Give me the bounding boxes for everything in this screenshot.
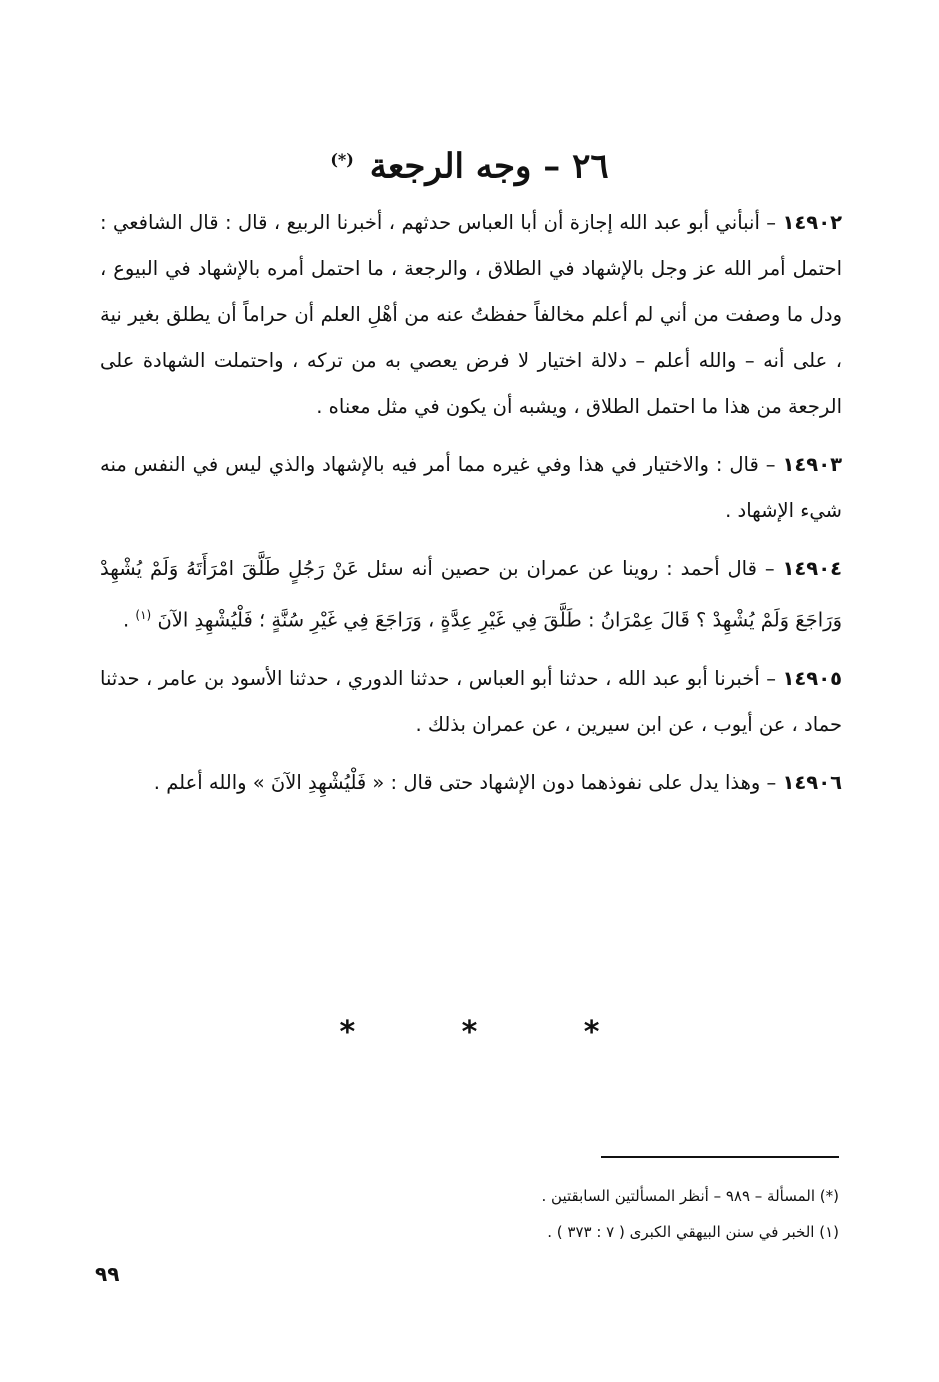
paragraph-text: – قال : والاختيار في هذا وفي غيره مما أمر فيه بالإشهاد والذي ليس في النفس منه شيء الإشهاد . <box>100 453 842 522</box>
section-separator: * * * <box>339 1015 648 1050</box>
page-number: ٩٩ <box>95 1262 120 1286</box>
paragraph-149-5 <box>100 656 842 748</box>
chapter-heading <box>100 130 839 196</box>
paragraph-tail: . <box>123 608 136 632</box>
paragraph-text: – أنبأني أبو عبد الله إجازة أن أبا العباس حدثهم ، أخبرنا الربيع ، قال : قال الشافعي : احتمل أمر الله عز وجل بالإشهاد في الطلاق ، والرجعة ، ما احتمل أمره بالإشهاد في البيوع ، ودل ما وصفت من أني لم أعلم مخالفاً حفظتُ عنه من أهْلِ العلم أن حراماً أن يطلق بغير نية ، على أنه – والله أعلم – دلالة اختيار لا فرض يعصي به من تركه ، واحتملت الشهادة على الرجعة من هذا ما احتمل الطلاق ، ويشبه أن يكون في مثل معناه . <box>100 211 842 418</box>
paragraph-149-2 <box>100 200 842 430</box>
paragraph-text: – أخبرنا أبو عبد الله ، حدثنا أبو العباس ، حدثنا الدوري ، حدثنا الأسود بن عامر ، حدثنا حماد ، عن أيوب ، عن ابن سيرين ، عن عمران بذلك . <box>100 666 842 736</box>
chapter-title: ٢٦ – وجه الرجعة <box>369 146 609 187</box>
footnote-item: (١) الخبر في سنن البيهقي الكبرى ( ٧ : ٣٧٣ ) . <box>547 1223 839 1241</box>
paragraph-149-6 <box>100 760 842 806</box>
paragraph-text: – وهذا يدل على نفوذهما دون الإشهاد حتى قال : « فَلْيُشْهِدِ الآنَ » والله أعلم . <box>153 770 783 794</box>
paragraph-number: ١٤٩٠٦ <box>782 770 842 794</box>
footnote-divider <box>601 1156 839 1158</box>
paragraph-number: ١٤٩٠٣ <box>782 453 842 476</box>
paragraph-149-3 <box>100 442 842 534</box>
heading-note-marker: (*) <box>330 150 354 169</box>
paragraph-number: ١٤٩٠٥ <box>782 666 842 690</box>
paragraph-number: ١٤٩٠٤ <box>782 557 842 580</box>
paragraph-number: ١٤٩٠٢ <box>782 211 842 234</box>
paragraph-text: – قال أحمد : روينا عن عمران بن حصين أنه سئل عَنْ رَجُلٍ طَلَّقَ امْرَأَتَهُ وَلَمْ يُشْهِدْ وَرَاجَعَ وَلَمْ يُشْهِدْ ؟ قَالَ عِمْرَانُ : طَلَّقَ فِي غَيْرِ عِدَّةٍ ، وَرَاجَعَ فِي غَيْرِ سُنَّةٍ ؛ فَلْيُشْهِدِ الآنَ <box>100 557 842 632</box>
page-body <box>100 200 842 818</box>
paragraph-149-4 <box>100 546 842 644</box>
footnote-reference[interactable]: (١) <box>135 608 152 622</box>
footnotes <box>279 1178 839 1250</box>
footnote-item: (*) المسألة – ٩٨٩ – أنظر المسألتين السابقتين . <box>541 1187 839 1205</box>
